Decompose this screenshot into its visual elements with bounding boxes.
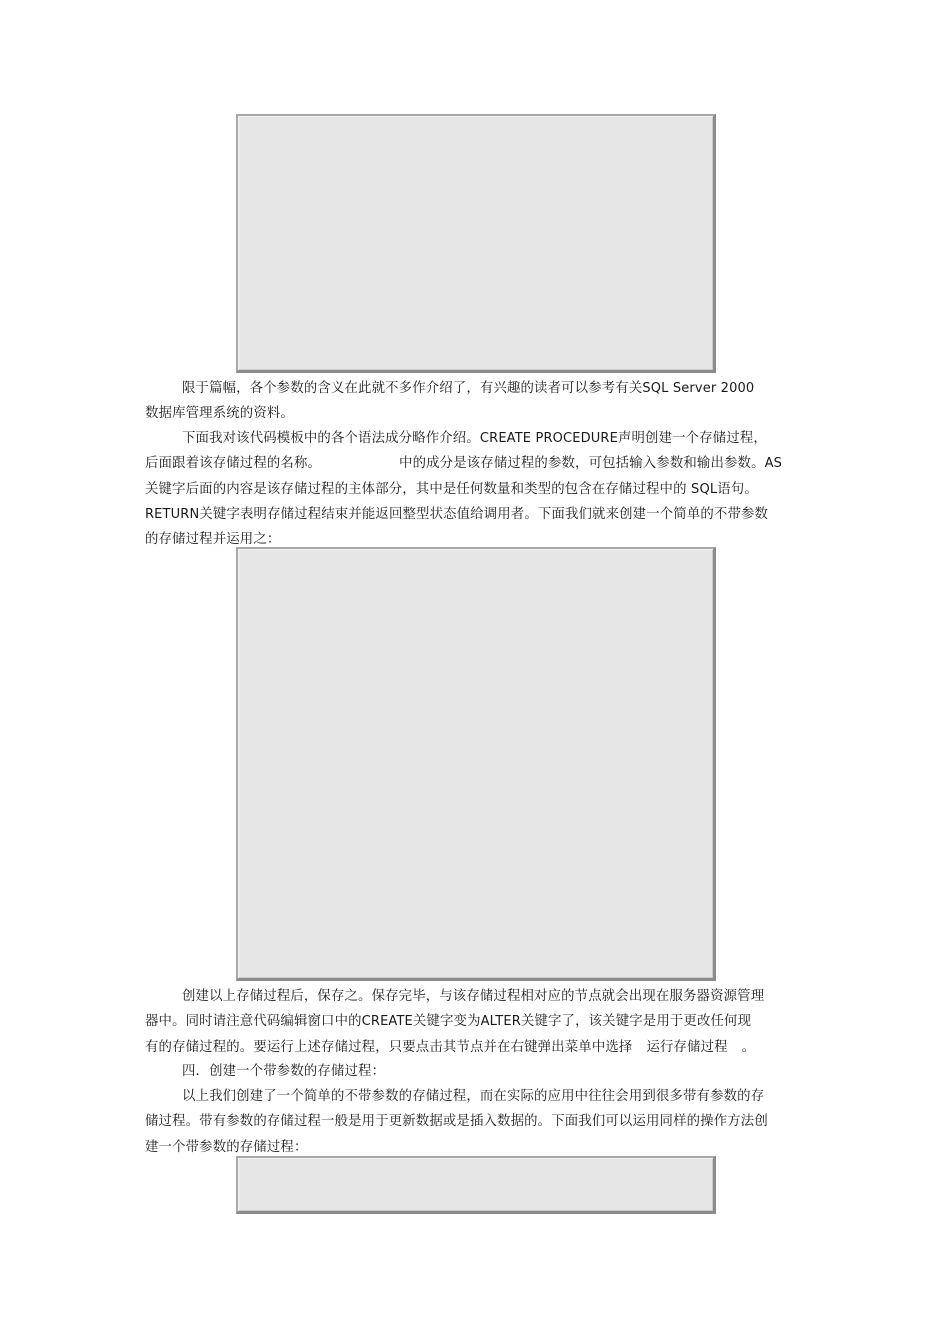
text-run: 关键字表明存储过程结束并能返回整型状态值给调用者。下面我们就来创建一个简单的不带参数 <box>199 506 769 522</box>
text-run: 中的成分是该存储过程的参数，可包括输入参数和输出参数。 <box>399 456 765 472</box>
text-line <box>145 502 808 527</box>
text-line <box>145 477 808 502</box>
param-procedure-screenshot <box>236 1156 716 1214</box>
text-run: 语句。 <box>717 481 758 497</box>
simple-procedure-screenshot <box>236 547 716 981</box>
text-run: 关键字后面的内容是该存储过程的主体部分，其中是任何数量和类型的包含在存储过程中的 <box>145 481 687 497</box>
paragraph-parameter-note <box>145 376 808 427</box>
text-line: 的存储过程并运用之： <box>145 532 281 548</box>
text-line: 以上我们创建了一个简单的不带参数的存储过程，而在实际的应用中往往会用到很多带有参数的存 <box>182 1089 765 1104</box>
text-run: CREATE PROCEDURE <box>479 431 618 446</box>
text-run: 运行存储过程 <box>646 1039 728 1055</box>
text-run: 关键字了，该关键字是用于更改任何现 <box>520 1014 752 1030</box>
text-run: 后面跟着该存储过程的名称。 <box>145 456 322 472</box>
text-run: 声明创建一个存储过程， <box>617 431 767 446</box>
text-run: SQL Server 2000 <box>642 381 755 396</box>
text-run: ALTER <box>480 1014 521 1030</box>
text-line: 建一个带参数的存储过程： <box>145 1139 308 1155</box>
text-run: CREATE <box>361 1014 413 1030</box>
paragraph-save-run <box>145 984 808 1060</box>
paragraph-param-procedure <box>145 1084 808 1160</box>
text-run: 关键字变为 <box>412 1014 481 1030</box>
text-run: 下面我对该代码模板中的各个语法成分略作介绍。 <box>182 431 480 446</box>
text-run: 有的存储过程的。要运行上述存储过程，只要点击其节点并在右键弹出菜单中选择 <box>145 1039 633 1055</box>
text-run: RETURN <box>145 506 200 522</box>
text-run: AS <box>764 456 783 472</box>
text-run: 器中。同时请注意代码编辑窗口中的 <box>145 1014 362 1030</box>
text-line <box>145 1035 808 1060</box>
text-line: 四．创建一个带参数的存储过程： <box>182 1064 386 1079</box>
code-template-screenshot <box>236 114 716 373</box>
text-run: 。 <box>741 1039 756 1055</box>
text-line <box>145 1009 808 1034</box>
text-line <box>145 376 808 401</box>
text-run: SQL <box>691 481 718 497</box>
text-line: 储过程。带有参数的存储过程一般是用于更新数据或是插入数据的。下面我们可以运用同样的操作方法创 <box>145 1114 768 1130</box>
text-line: 数据库管理系统的资料。 <box>145 406 294 422</box>
text-line <box>145 426 808 451</box>
section-heading <box>145 1059 808 1084</box>
text-run: 限于篇幅，各个参数的含义在此就不多作介绍了，有兴趣的读者可以参考有关 <box>182 381 643 396</box>
paragraph-syntax-intro <box>145 426 808 552</box>
text-line: 创建以上存储过程后，保存之。保存完毕，与该存储过程相对应的节点就会出现在服务器资源管理 <box>182 989 765 1004</box>
text-line <box>145 451 808 476</box>
